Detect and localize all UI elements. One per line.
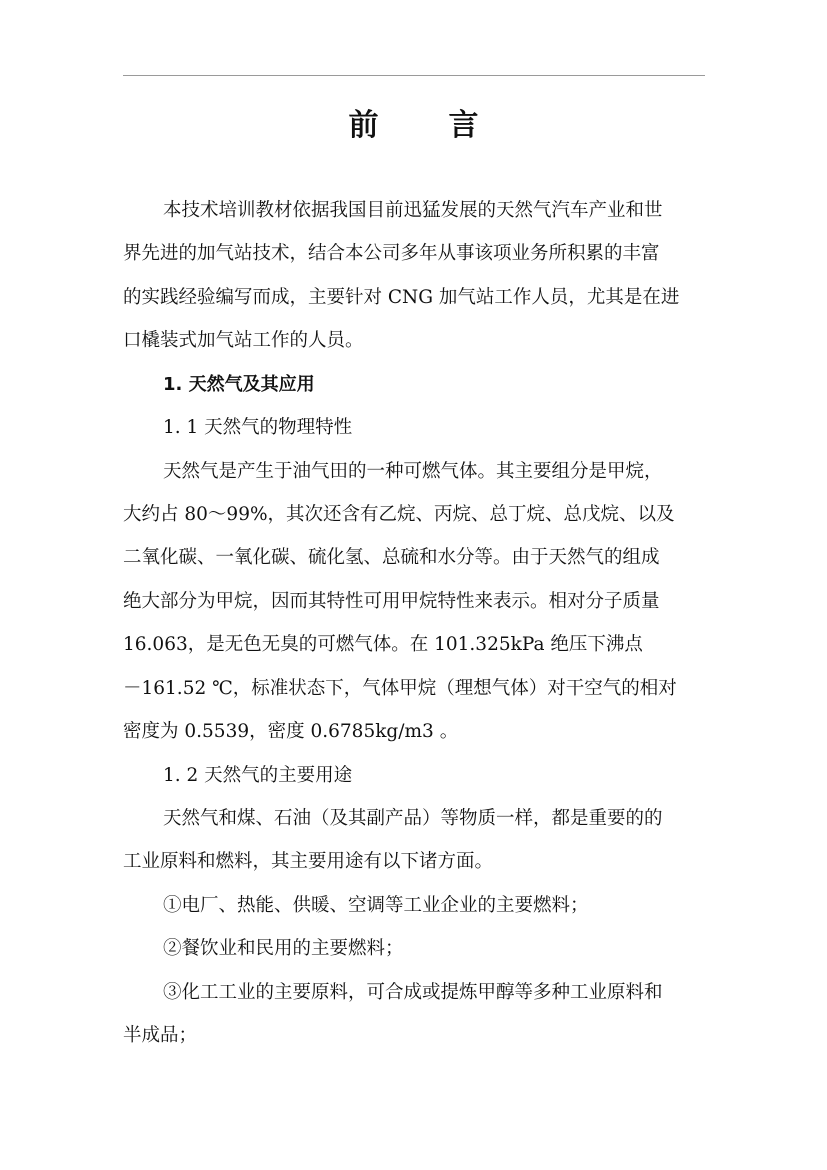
paragraph-line: 工业原料和燃料，其主要用途有以下诸方面。 <box>123 851 494 872</box>
title-right-char: 言 <box>448 108 479 143</box>
section-heading: 1. 天然气及其应用 <box>163 374 315 395</box>
paragraph-line: 的实践经验编写而成，主要针对 CNG 加气站工作人员，尤其是在进 <box>123 287 680 308</box>
page-title <box>0 100 827 144</box>
paragraph-line: 界先进的加气站技术，结合本公司多年从事该项业务所积累的丰富 <box>123 243 660 264</box>
paragraph-line: 半成品； <box>123 1025 198 1046</box>
subsection-heading: 1. 2 天然气的主要用途 <box>163 765 353 786</box>
paragraph-line: 密度为 0.5539，密度 0.6785kg/m3 。 <box>123 721 459 742</box>
paragraph-line: 天然气和煤、石油（及其副产品）等物质一样，都是重要的的 <box>163 808 663 829</box>
subsection-heading: 1. 1 天然气的物理特性 <box>163 417 353 438</box>
header-rule <box>123 75 705 76</box>
paragraph-line: 16.063，是无色无臭的可燃气体。在 101.325kPa 绝压下沸点 <box>123 634 643 655</box>
paragraph-line: 口橇装式加气站工作的人员。 <box>123 330 364 351</box>
paragraph-line: 天然气是产生于油气田的一种可燃气体。其主要组分是甲烷， <box>163 461 663 482</box>
paragraph-line: 大约占 80～99%，其次还含有乙烷、丙烷、总丁烷、总戊烷、以及 <box>123 504 675 525</box>
list-item: ①电厂、热能、供暖、空调等工业企业的主要燃料； <box>163 895 589 916</box>
list-item: ③化工工业的主要原料，可合成或提炼甲醇等多种工业原料和 <box>163 982 663 1003</box>
title-left-char: 前 <box>348 108 379 143</box>
paragraph-line: 本技术培训教材依据我国目前迅猛发展的天然气汽车产业和世 <box>163 200 663 221</box>
paragraph-line: 绝大部分为甲烷，因而其特性可用甲烷特性来表示。相对分子质量 <box>123 591 660 612</box>
paragraph-line: －161.52 ℃，标准状态下，气体甲烷（理想气体）对干空气的相对 <box>123 678 677 699</box>
list-item: ②餐饮业和民用的主要燃料； <box>163 938 404 959</box>
paragraph-line: 二氧化碳、一氧化碳、硫化氢、总硫和水分等。由于天然气的组成 <box>123 547 660 568</box>
